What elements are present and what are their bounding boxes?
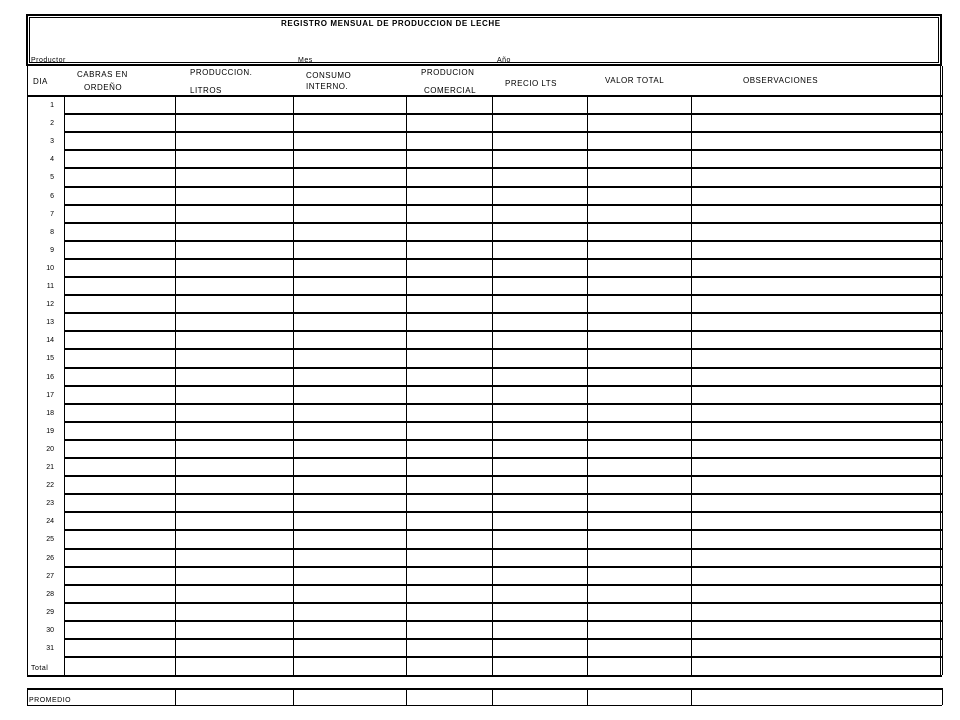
day-number: 1: [50, 102, 54, 109]
day-number: 22: [46, 482, 54, 489]
grid-row-line: [64, 602, 942, 604]
day-number: 3: [50, 138, 54, 145]
day-number: 10: [46, 265, 54, 272]
grid-row-line: [64, 548, 942, 550]
grid-column-line: [406, 688, 407, 705]
total-label: Total: [31, 665, 49, 672]
grid-column-line: [942, 688, 943, 705]
grid-row-line: [64, 294, 942, 296]
grid-row-line: [64, 403, 942, 405]
grid-column-line: [492, 95, 493, 675]
day-number: 26: [46, 555, 54, 562]
grid-row-line: [64, 186, 942, 188]
grid-column-line: [587, 688, 588, 705]
grid-column-line: [293, 95, 294, 675]
grid-column-line: [691, 688, 692, 705]
grid-column-line: [492, 688, 493, 705]
day-number: 2: [50, 120, 54, 127]
day-number: 7: [50, 211, 54, 218]
grid-column-line: [406, 95, 407, 675]
grid-column-line: [175, 688, 176, 705]
day-number: 31: [46, 645, 54, 652]
day-number: 21: [46, 464, 54, 471]
day-number: 28: [46, 591, 54, 598]
grid-row-line: [64, 167, 942, 169]
col-header-observaciones: OBSERVACIONES: [743, 76, 819, 85]
day-number: 16: [46, 374, 54, 381]
day-number: 6: [50, 193, 54, 200]
day-number: 25: [46, 536, 54, 543]
grid-row-line: [64, 330, 942, 332]
grid-row-line: [64, 276, 942, 278]
grid-row-line: [27, 675, 942, 677]
grid-row-line: [64, 475, 942, 477]
grid-row-line: [27, 95, 942, 97]
grid-column-line: [27, 66, 28, 675]
col-header-valor: VALOR TOTAL: [605, 76, 665, 85]
form-title: REGISTRO MENSUAL DE PRODUCCION DE LECHE: [281, 19, 501, 28]
day-number: 5: [50, 174, 54, 181]
day-number: 27: [46, 573, 54, 580]
grid-row-line: [64, 638, 942, 640]
day-number: 20: [46, 446, 54, 453]
grid-row-line: [64, 348, 942, 350]
day-number: 29: [46, 609, 54, 616]
col-header-precio: PRECIO LTS: [505, 79, 557, 88]
grid-column-line: [293, 688, 294, 705]
col-header-comercial-line2: COMERCIAL: [424, 86, 477, 95]
day-number: 11: [46, 283, 54, 290]
grid-row-line: [64, 204, 942, 206]
productor-label: Productor: [31, 57, 66, 64]
grid-row-line: [64, 367, 942, 369]
grid-column-line: [64, 95, 65, 675]
grid-column-line: [27, 688, 28, 705]
col-header-produccion-line1: PRODUCCION.: [190, 68, 253, 77]
day-number: 23: [46, 500, 54, 507]
grid-column-line: [175, 95, 176, 675]
day-number: 9: [50, 247, 54, 254]
grid-row-line: [64, 385, 942, 387]
grid-row-line: [64, 511, 942, 513]
promedio-label: PROMEDIO: [29, 697, 72, 704]
grid-row-line: [64, 258, 942, 260]
day-number: 8: [50, 229, 54, 236]
day-number: 30: [46, 627, 54, 634]
day-number: 13: [46, 319, 54, 326]
grid-row-line: [64, 493, 942, 495]
grid-row-line: [64, 149, 942, 151]
grid-row-line: [64, 312, 942, 314]
grid-row-line: [64, 584, 942, 586]
grid-row-line: [64, 656, 942, 658]
col-header-cabras-line1: CABRAS EN: [77, 70, 128, 79]
grid-row-line: [64, 457, 942, 459]
grid-row-line: [64, 529, 942, 531]
grid-row-line: [64, 113, 942, 115]
mes-label: Mes: [298, 57, 313, 64]
grid-column-line: [942, 66, 943, 675]
col-header-cabras-line2: ORDEÑO: [84, 83, 123, 92]
grid-column-line: [587, 95, 588, 675]
day-number: 24: [46, 518, 54, 525]
col-header-comercial-line1: PRODUCION: [421, 68, 475, 77]
grid-column-line: [691, 95, 692, 675]
col-header-consumo-line1: CONSUMO: [306, 71, 352, 80]
grid-row-line: [64, 620, 942, 622]
day-number: 15: [46, 355, 54, 362]
grid-row-line: [64, 222, 942, 224]
day-number: 12: [46, 301, 54, 308]
col-header-consumo-line2: INTERNO.: [306, 82, 349, 91]
col-header-produccion-line2: LITROS: [190, 86, 222, 95]
day-number: 19: [46, 428, 54, 435]
grid-row-line: [27, 688, 942, 690]
day-number: 18: [46, 410, 54, 417]
day-number: 17: [46, 392, 54, 399]
grid-row-line: [64, 240, 942, 242]
day-number: 4: [50, 156, 54, 163]
grid-row-line: [27, 705, 942, 706]
col-header-dia: DIA: [33, 77, 48, 86]
anio-label: Año: [497, 57, 511, 64]
grid-row-line: [64, 439, 942, 441]
grid-row-line: [64, 131, 942, 133]
day-number: 14: [46, 337, 54, 344]
grid-row-line: [64, 566, 942, 568]
grid-row-line: [64, 421, 942, 423]
